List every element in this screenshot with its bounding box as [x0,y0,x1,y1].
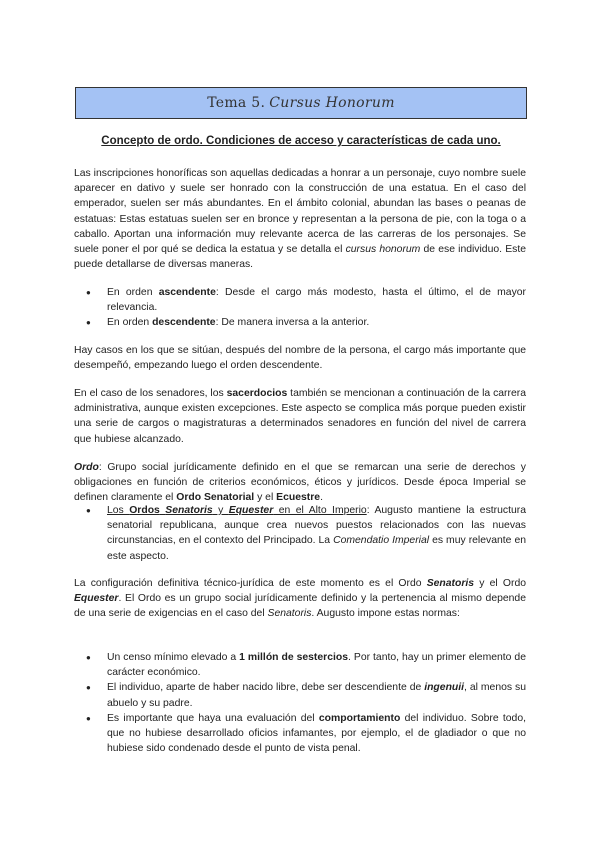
p5-text-c: . El Ordo es un grupo social jurídicamente definido y la pertenencia al mismo depende de una serie de exigencias en el caso del [74,593,526,620]
li-bold: 1 millón de sestercios [239,652,349,663]
li-post: : Desde el cargo más modesto, hasta el último, el de mayor relevancia. [107,287,527,314]
p5-text-b: y el Ordo [474,578,526,589]
p5-text-a: La configuración definitiva técnico-jurídica de este momento es el Ordo [74,578,427,589]
li-post: del individuo. Sobre todo, que no hubiese desarrollado oficios infamantes, por ejemplo, el de gladiador o que no hubiese sido condenado desde el punto de vista penal. [107,712,526,755]
paragraph-cases: Hay casos en los que se sitúan, después del nombre de la persona, el cargo más importante que desempeñó, empezando luego el orden descendente. [74,345,526,372]
p5-text-d: . Augusto impone estas normas: [311,608,460,620]
p4-ecuestre: Ecuestre [276,492,321,504]
requirements-list [84,650,526,756]
p3-text-a: En el caso de los senadores, los [74,388,227,399]
ordos-list [84,503,526,564]
ordo-term: Ordo [74,462,99,473]
list-item [84,650,526,680]
p5-senatoris: Senatoris [426,578,475,589]
p1-text-a: Las inscripciones honoríficas son aquellas dedicadas a honrar a un personaje, cuyo nombre suele aparecer en dativo y suele ser honrado con la construcción de una estatua. En el caso del emperador, suelen ser más abundantes. En el ámbito colonial, abundan las bases o peanas de estatuas: Estas estatuas suelen ser en bronce y representan a la persona de pie, con la toga o a caballo. Aportan una información muy relevante acerca de las carreras de los personajes. Se suele poner el por qué se dedica la estatua y se detalla el [74,168,526,256]
list-item [84,503,526,564]
li-bold: comportamiento [318,712,401,724]
order-list [84,285,526,331]
l2-end: es muy relevante en este aspecto. [107,535,526,562]
p3-text-b: también se mencionan a continuación de la carrera administrativa, aunque existen excepciones. Este aspecto se complica más porque pueden existir una serie de cargos o magistraturas a determinados senadores en función del nivel de carrera que hubiese alcanzado. [74,388,526,445]
paragraph-intro [74,166,526,272]
title-italic: Cursus Honorum [269,95,395,111]
li-post: : De manera inversa a la anterior. [215,317,370,329]
l2-y: y [212,505,229,516]
li-post: . Por tanto, hay un primer elemento de carácter económico. [107,652,526,679]
p1-italic: cursus honorum [345,244,421,256]
paragraph-ordo [74,460,526,506]
p4-text-a: : Grupo social jurídicamente definido en el que se remarcan una serie de derechos y obligaciones en función de criterios económicos, éticos y jurídicos. Desde época Imperial se definen claramente el [74,462,526,504]
li-post: , al menos su abuelo y su padre. [107,682,527,709]
l2-rest: : Augusto mantiene la estructura senatorial republicana, aunque crea nuevos puestos relacionados con las nuevas circunstancias, en el contexto del Principado. La [107,505,527,547]
p1-text-b: de ese individuo. Este puede detallarse de diversas maneras. [74,244,526,271]
li-bold: ingenuii [424,682,465,694]
p4-ordo-senatorial: Ordo Senatorial [176,492,255,504]
section-subtitle: Concepto de ordo. Condiciones de acceso y características de cada uno. [101,135,501,147]
list-item [84,285,526,315]
list-item [84,711,526,757]
li-bold: ascendente [158,287,216,298]
p5-equester: Equester [74,593,119,605]
paragraph-configuration [74,576,526,622]
paragraph-senators [74,386,526,447]
ordos-heading [107,505,367,516]
p5-senatoris-2: Senatoris [267,608,312,620]
li-pre: El individuo, aparte de haber nacido libre, debe ser descendiente de [107,682,425,694]
list-item [84,315,526,330]
l2-equester: Equester [228,505,274,516]
l2-los: Los [107,505,130,516]
p4-y: y el [254,492,277,504]
li-bold: descendente [152,317,216,329]
li-pre: Es importante que haya una evaluación del [107,712,319,724]
l2-alto: en el Alto Imperio [273,505,367,516]
list-item [84,680,526,710]
title-box [75,87,527,119]
p4-end: . [320,492,323,504]
li-pre: En orden [107,287,159,298]
l2-senatoris: Senatoris [165,505,213,516]
title-prefix: Tema 5. [207,95,266,111]
li-pre: En orden [107,317,153,329]
l2-comendatio: Comendatio Imperial [333,535,430,547]
l2-ordos: Ordos [129,505,160,516]
p3-bold: sacerdocios [226,388,288,399]
li-pre: Un censo mínimo elevado a [107,652,240,663]
